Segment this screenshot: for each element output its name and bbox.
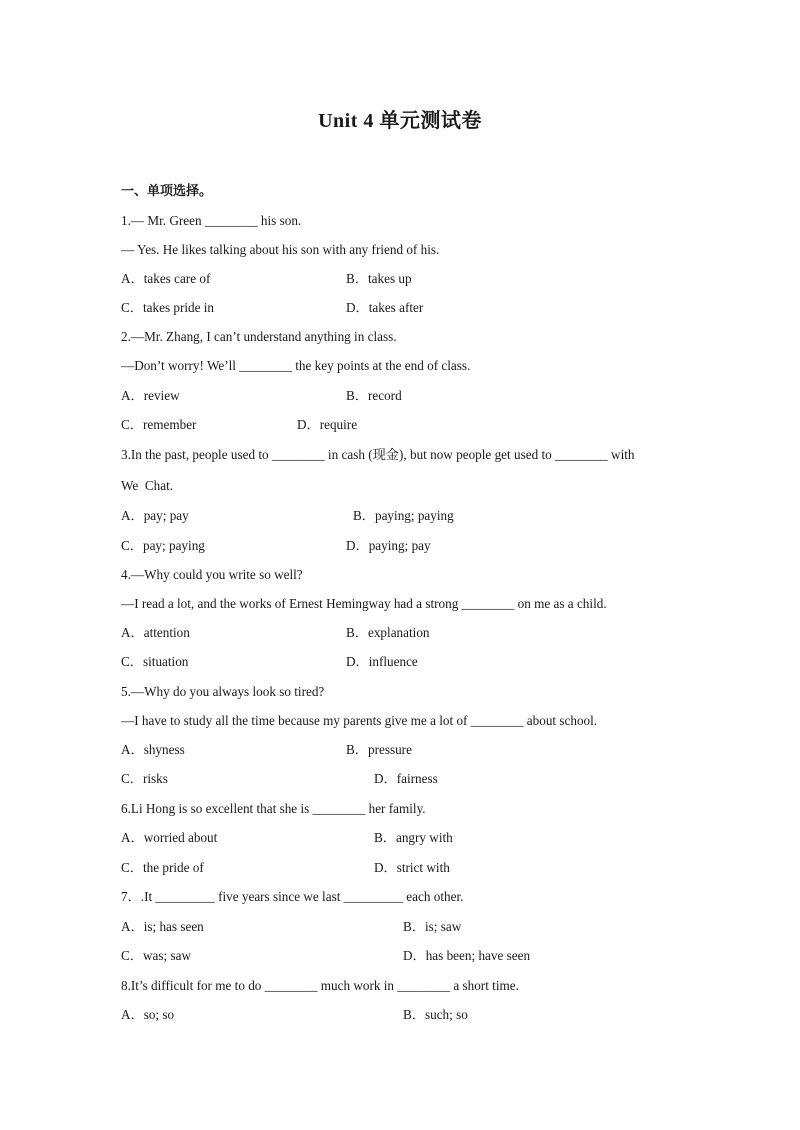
question-3-option-a[interactable]: A．pay; pay — [121, 508, 189, 523]
question-4-option-a[interactable]: A．attention — [121, 625, 190, 640]
question-5-option-a[interactable]: A．shyness — [121, 742, 185, 757]
question-6-option-b[interactable]: B．angry with — [374, 830, 453, 845]
question-3-option-c[interactable]: C．pay; paying — [121, 538, 205, 553]
question-6-option-a[interactable]: A．worried about — [121, 830, 218, 845]
question-1-option-c[interactable]: C．takes pride in — [121, 300, 215, 315]
question-2-dialogue: —Don’t worry! We’ll ________ the key points at the end of class. — [121, 358, 471, 373]
question-3-stem-continued: We Chat. — [121, 478, 174, 493]
question-4-option-c[interactable]: C．situation — [121, 654, 189, 669]
question-1-option-a[interactable]: A．takes care of — [121, 271, 211, 286]
question-6-option-d[interactable]: D．strict with — [374, 860, 450, 875]
question-5-dialogue: —I have to study all the time because my parents give me a lot of ________ about school. — [121, 713, 598, 728]
question-4-option-b[interactable]: B．explanation — [346, 625, 430, 640]
section-heading: 一、单项选择。 — [121, 184, 213, 199]
question-3-option-b[interactable]: B．paying; paying — [353, 508, 454, 523]
question-2-stem: 2.—Mr. Zhang, I can’t understand anything in class. — [121, 329, 397, 344]
question-8-stem: 8.It’s difficult for me to do ________ much work in ________ a short time. — [121, 978, 519, 993]
question-2-option-d[interactable]: D．require — [297, 417, 358, 432]
question-1-option-d[interactable]: D．takes after — [346, 300, 424, 315]
page-title: Unit 4 单元测试卷 — [318, 110, 482, 132]
question-7-option-d[interactable]: D．has been; have seen — [403, 948, 531, 963]
question-7-option-c[interactable]: C．was; saw — [121, 948, 191, 963]
question-7-stem: 7．.It _________ five years since we last _________ each other. — [121, 889, 464, 904]
question-2-option-a[interactable]: A．review — [121, 388, 180, 403]
question-1-dialogue: — Yes. He likes talking about his son with any friend of his. — [121, 242, 440, 257]
question-2-option-c[interactable]: C．remember — [121, 417, 197, 432]
question-3-stem: 3.In the past, people used to ________ in cash (现金), but now people get used to ________ with — [121, 447, 635, 462]
question-6-option-c[interactable]: C．the pride of — [121, 860, 204, 875]
question-5-option-d[interactable]: D．fairness — [374, 771, 438, 786]
question-5-stem: 5.—Why do you always look so tired? — [121, 684, 325, 699]
question-1-option-b[interactable]: B．takes up — [346, 271, 412, 286]
question-7-option-a[interactable]: A．is; has seen — [121, 919, 204, 934]
question-7-option-b[interactable]: B．is; saw — [403, 919, 462, 934]
question-4-option-d[interactable]: D．influence — [346, 654, 418, 669]
question-6-stem: 6.Li Hong is so excellent that she is ________ her family. — [121, 801, 426, 816]
question-8-option-a[interactable]: A．so; so — [121, 1007, 175, 1022]
question-8-option-b[interactable]: B．such; so — [403, 1007, 468, 1022]
question-5-option-b[interactable]: B．pressure — [346, 742, 412, 757]
question-2-option-b[interactable]: B．record — [346, 388, 402, 403]
question-1-stem: 1.— Mr. Green ________ his son. — [121, 213, 302, 228]
question-4-stem: 4.—Why could you write so well? — [121, 567, 303, 582]
question-4-dialogue: —I read a lot, and the works of Ernest Hemingway had a strong ________ on me as a child. — [121, 596, 607, 611]
question-3-option-d[interactable]: D．paying; pay — [346, 538, 431, 553]
question-5-option-c[interactable]: C．risks — [121, 771, 168, 786]
